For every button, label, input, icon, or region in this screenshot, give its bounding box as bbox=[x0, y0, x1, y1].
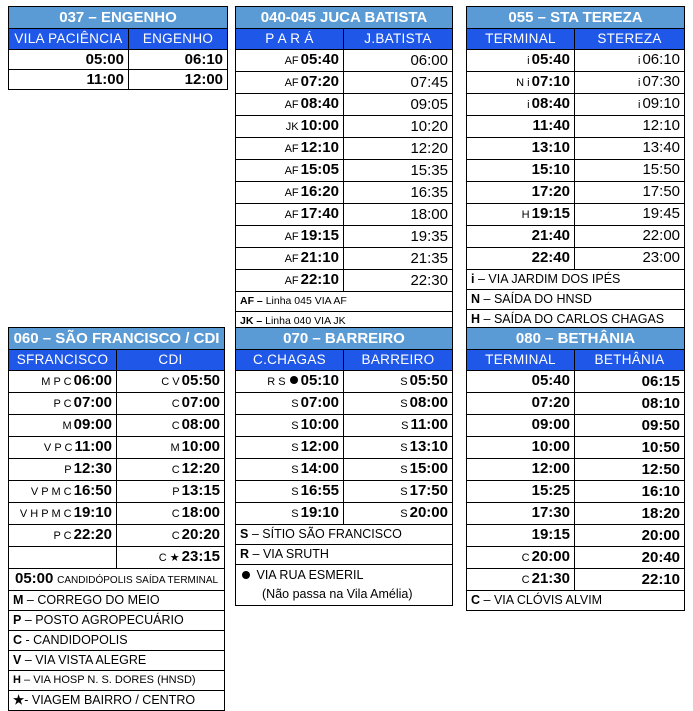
table-row bbox=[9, 459, 225, 481]
cell-text: 08:40 bbox=[531, 95, 570, 112]
cell-text: 19:15 bbox=[531, 526, 570, 543]
cell-text: 05:50 bbox=[181, 372, 221, 389]
table-row: AF 15:05 15:35 bbox=[236, 160, 453, 182]
cell-text: 07:20 bbox=[300, 73, 339, 90]
column-header: STEREZA bbox=[575, 29, 685, 50]
legend-row bbox=[467, 270, 685, 290]
column-header: BARREIRO bbox=[344, 350, 453, 371]
table-row bbox=[9, 525, 225, 547]
route-code: H bbox=[521, 209, 530, 221]
cell-text: – VIA VISTA ALEGRE bbox=[24, 653, 147, 667]
cell-text: 23:00 bbox=[642, 249, 681, 266]
table-row bbox=[236, 393, 453, 415]
cell-text: 16:50 bbox=[73, 482, 112, 499]
table-row bbox=[467, 160, 685, 182]
cell-text: 05:10 bbox=[300, 372, 339, 389]
table-row bbox=[9, 481, 225, 503]
route-code: C bbox=[171, 464, 180, 476]
star-icon: ★ bbox=[13, 693, 25, 707]
table-title: 037 – ENGENHO bbox=[9, 7, 228, 29]
column-header: ENGENHO bbox=[129, 29, 228, 50]
cell-text: 09:10 bbox=[642, 95, 681, 112]
route-code: S bbox=[400, 442, 408, 454]
column-header: P A R Á bbox=[236, 29, 344, 50]
table-row bbox=[9, 371, 225, 393]
cell-text: 21:10 bbox=[300, 249, 339, 266]
route-code: M P C bbox=[41, 376, 72, 388]
route-code: C V bbox=[161, 376, 180, 388]
cell-text: 07:20 bbox=[531, 394, 570, 411]
route-code: i bbox=[638, 55, 641, 67]
table-row bbox=[467, 204, 685, 226]
route-code: R S bbox=[267, 376, 286, 388]
route-code: C bbox=[171, 420, 180, 432]
cell-text: 17:50 bbox=[642, 183, 681, 200]
route-code: S bbox=[291, 486, 299, 498]
cell-text: 19:10 bbox=[73, 504, 112, 521]
table-title: 040-045 JUCA BATISTA bbox=[236, 7, 453, 29]
cell-text: (Não passa na Vila Amélia) bbox=[262, 587, 413, 601]
table-row bbox=[236, 481, 453, 503]
table-row bbox=[236, 437, 453, 459]
cell-text: 17:20 bbox=[531, 183, 570, 200]
route-code: V P M C bbox=[30, 486, 72, 498]
legend-row bbox=[9, 651, 225, 671]
route-code: AF bbox=[284, 77, 299, 89]
table-row: 09:00 09:50 bbox=[467, 415, 685, 437]
table-title: 070 – BARREIRO bbox=[236, 328, 453, 350]
route-code: S bbox=[291, 464, 299, 476]
table-title: 055 – STA TEREZA bbox=[467, 7, 685, 29]
cell-text: M bbox=[13, 593, 24, 607]
table-row: AF 05:40 06:00 bbox=[236, 50, 453, 72]
cell-text: 15:50 bbox=[642, 161, 681, 178]
cell-text: 19:10 bbox=[300, 504, 339, 521]
cell-text: 21:40 bbox=[531, 227, 570, 244]
cell-text: C bbox=[13, 633, 23, 647]
route-code: N i bbox=[516, 77, 530, 89]
cell-text: 22:10 bbox=[300, 271, 339, 288]
cell-text: 08:00 bbox=[181, 416, 221, 433]
cell-text: – VIA SRUTH bbox=[252, 547, 329, 561]
route-code: M bbox=[62, 420, 72, 432]
route-code: AF bbox=[284, 99, 299, 111]
route-code: S bbox=[291, 508, 299, 520]
route-code: C bbox=[171, 508, 180, 520]
route-code: P C bbox=[53, 530, 72, 542]
cell-text: 19:15 bbox=[531, 205, 570, 222]
cell-text: 23:15 bbox=[181, 548, 221, 565]
cell-text: 05:40 bbox=[531, 51, 570, 68]
legend-row bbox=[9, 691, 225, 711]
table-row: C 20:00 20:40 bbox=[467, 547, 685, 569]
route-code: i bbox=[527, 99, 530, 111]
route-code: P bbox=[172, 486, 180, 498]
cell-text: C bbox=[471, 593, 481, 607]
table-row: AF 21:10 21:35 bbox=[236, 248, 453, 270]
cell-text: 15:00 bbox=[409, 460, 448, 477]
cell-text: – VIA CLÓVIS ALVIM bbox=[483, 593, 603, 607]
cell-text: 07:00 bbox=[181, 394, 221, 411]
table-row bbox=[236, 459, 453, 481]
cell-text: 21:30 bbox=[531, 570, 570, 587]
cell-text: 06:10 bbox=[642, 51, 681, 68]
cell-text: 17:40 bbox=[300, 205, 339, 222]
table-row bbox=[9, 437, 225, 459]
table-row bbox=[467, 226, 685, 248]
cell-text: 20:20 bbox=[181, 526, 221, 543]
table-row: AF 16:20 16:35 bbox=[236, 182, 453, 204]
route-code: S bbox=[291, 398, 299, 410]
table-title: 080 – BETHÂNIA bbox=[467, 328, 685, 350]
cell-text: – SAÍDA DO HNSD bbox=[483, 292, 592, 306]
bullet-icon bbox=[290, 376, 298, 384]
legend-row bbox=[9, 631, 225, 651]
cell-text: 12:00 bbox=[300, 438, 339, 455]
cell-text: – CORREGO DO MEIO bbox=[26, 593, 160, 607]
cell-text: 08:00 bbox=[409, 394, 448, 411]
cell-text: 07:00 bbox=[300, 394, 339, 411]
table-060-sao-francisco-cdi bbox=[8, 327, 225, 711]
cell-text: – VIA JARDIM DOS IPÉS bbox=[477, 272, 621, 286]
cell-text: H bbox=[471, 312, 481, 326]
legend-row bbox=[236, 545, 453, 565]
cell-text: JK – bbox=[240, 315, 263, 327]
route-code: i bbox=[638, 99, 641, 111]
table-row: AF 19:15 19:35 bbox=[236, 226, 453, 248]
table-row bbox=[236, 371, 453, 393]
legend-row bbox=[9, 611, 225, 631]
cell-text: – POSTO AGROPECUÁRIO bbox=[24, 613, 184, 627]
cell-text: 11:00 bbox=[410, 416, 448, 433]
cell-text: – SÍTIO SÃO FRANCISCO bbox=[251, 527, 402, 541]
table-040-juca-batista bbox=[235, 6, 453, 332]
table-row bbox=[9, 415, 225, 437]
route-code: S bbox=[400, 464, 408, 476]
route-code: JK bbox=[285, 121, 299, 133]
cell-text: VIA RUA ESMERIL bbox=[256, 568, 364, 582]
cell-text: 07:30 bbox=[642, 73, 681, 90]
route-code: AF bbox=[284, 165, 299, 177]
table-row: AF 07:20 07:45 bbox=[236, 72, 453, 94]
route-code: AF bbox=[284, 187, 299, 199]
cell-text: 10:00 bbox=[181, 438, 221, 455]
cell-text: P bbox=[13, 613, 22, 627]
cell-text: S bbox=[240, 527, 249, 541]
cell-text: CANDIDÓPOLIS SAÍDA TERMINAL bbox=[57, 575, 219, 586]
route-code: AF bbox=[284, 253, 299, 265]
cell-text: 17:30 bbox=[531, 504, 570, 521]
route-code: i bbox=[527, 55, 530, 67]
cell-text: Linha 045 VIA AF bbox=[265, 295, 347, 307]
cell-text: 12:20 bbox=[181, 460, 221, 477]
cell-text: 15:10 bbox=[531, 161, 570, 178]
table-row: 12:00 12:50 bbox=[467, 459, 685, 481]
table-row bbox=[467, 248, 685, 270]
cell-text: 19:15 bbox=[300, 227, 339, 244]
cell-text: 18:00 bbox=[181, 504, 221, 521]
table-row: 15:25 16:10 bbox=[467, 481, 685, 503]
route-code: C bbox=[521, 552, 530, 564]
cell-text: 09:00 bbox=[73, 416, 112, 433]
table-037-engenho bbox=[8, 6, 228, 90]
table-055-sta-tereza bbox=[466, 6, 685, 330]
cell-text: 07:10 bbox=[531, 73, 570, 90]
table-row bbox=[467, 138, 685, 160]
cell-text: 16:20 bbox=[300, 183, 339, 200]
column-header: BETHÂNIA bbox=[575, 350, 685, 371]
cell-text: - VIAGEM BAIRRO / CENTRO bbox=[24, 693, 196, 707]
star-icon: C ★ bbox=[158, 552, 180, 564]
cell-text: 10:00 bbox=[531, 438, 570, 455]
table-row: C 21:30 22:10 bbox=[467, 569, 685, 591]
column-header: TERMINAL bbox=[467, 29, 575, 50]
cell-text: R bbox=[240, 547, 250, 561]
cell-text: 16:55 bbox=[300, 482, 339, 499]
cell-text: 12:10 bbox=[300, 139, 339, 156]
cell-text: 07:00 bbox=[73, 394, 112, 411]
table-row: AF 17:40 18:00 bbox=[236, 204, 453, 226]
table-row bbox=[9, 503, 225, 525]
cell-text: 05:40 bbox=[300, 51, 339, 68]
legend-row bbox=[467, 591, 685, 611]
column-header: TERMINAL bbox=[467, 350, 575, 371]
route-code: C bbox=[521, 574, 530, 586]
column-header: VILA PACIÊNCIA bbox=[9, 29, 129, 50]
cell-text: 05:50 bbox=[409, 372, 448, 389]
table-row bbox=[467, 50, 685, 72]
cell-text: AF – bbox=[240, 295, 263, 307]
cell-text: V bbox=[13, 653, 22, 667]
route-code: AF bbox=[284, 55, 299, 67]
table-row: JK 10:00 10:20 bbox=[236, 116, 453, 138]
table-row bbox=[467, 116, 685, 138]
legend-row bbox=[236, 565, 453, 606]
table-070-barreiro bbox=[235, 327, 453, 606]
cell-text: Linha 040 VIA JK bbox=[265, 315, 346, 327]
cell-text: 12:10 bbox=[642, 117, 681, 134]
cell-text: 14:00 bbox=[300, 460, 339, 477]
route-code: M bbox=[170, 442, 180, 454]
cell-text: - CANDIDOPOLIS bbox=[25, 633, 128, 647]
cell-text: 12:30 bbox=[73, 460, 112, 477]
route-code: C bbox=[171, 398, 180, 410]
cell-text: 13:10 bbox=[409, 438, 448, 455]
table-row: AF 08:40 09:05 bbox=[236, 94, 453, 116]
table-row bbox=[467, 94, 685, 116]
table-080-bethania bbox=[466, 327, 685, 611]
table-row: 05:00 06:10 bbox=[9, 50, 228, 70]
table-row: 07:20 08:10 bbox=[467, 393, 685, 415]
cell-text: 15:25 bbox=[531, 482, 570, 499]
cell-text: 20:00 bbox=[409, 504, 448, 521]
route-code: S bbox=[401, 420, 409, 432]
cell-text: 15:05 bbox=[300, 161, 339, 178]
cell-text: 10:00 bbox=[300, 416, 339, 433]
table-row: 10:00 10:50 bbox=[467, 437, 685, 459]
cell-text: 08:40 bbox=[300, 95, 339, 112]
cell-text: 20:00 bbox=[531, 548, 570, 565]
table-row bbox=[9, 393, 225, 415]
legend-row bbox=[236, 525, 453, 545]
table-row: 11:00 12:00 bbox=[9, 70, 228, 90]
cell-text: 22:20 bbox=[73, 526, 112, 543]
table-row bbox=[236, 503, 453, 525]
table-row: 05:40 06:15 bbox=[467, 371, 685, 393]
legend-row bbox=[9, 671, 225, 691]
table-row: 17:30 18:20 bbox=[467, 503, 685, 525]
column-header: C.CHAGAS bbox=[236, 350, 344, 371]
table-row bbox=[467, 182, 685, 204]
route-code: C bbox=[171, 530, 180, 542]
bullet-icon bbox=[242, 571, 250, 579]
column-header: CDI bbox=[117, 350, 225, 371]
column-header: J.BATISTA bbox=[344, 29, 453, 50]
route-code: S bbox=[291, 442, 299, 454]
table-row bbox=[9, 547, 225, 569]
cell-text: N bbox=[471, 292, 481, 306]
table-row: 19:15 20:00 bbox=[467, 525, 685, 547]
legend-row bbox=[9, 591, 225, 611]
cell-text: 22:00 bbox=[642, 227, 681, 244]
cell-text: 06:00 bbox=[73, 372, 112, 389]
cell-text: 13:40 bbox=[642, 139, 681, 156]
column-header: SFRANCISCO bbox=[9, 350, 117, 371]
special-departure-row bbox=[9, 569, 225, 591]
route-code: P bbox=[64, 464, 72, 476]
route-code: AF bbox=[284, 209, 299, 221]
cell-text: 12:00 bbox=[531, 460, 570, 477]
route-code: S bbox=[291, 420, 299, 432]
route-code: i bbox=[638, 77, 641, 89]
cell-text: 05:40 bbox=[531, 372, 570, 389]
cell-text: 11:00 bbox=[74, 438, 112, 455]
cell-text: – SAÍDA DO CARLOS CHAGAS bbox=[483, 312, 665, 326]
cell-text: 19:45 bbox=[642, 205, 681, 222]
route-code: S bbox=[400, 398, 408, 410]
cell-text: 05:00 bbox=[15, 570, 54, 587]
route-code: P C bbox=[53, 398, 72, 410]
route-code: AF bbox=[284, 143, 299, 155]
route-code: AF bbox=[284, 231, 299, 243]
route-code bbox=[110, 552, 112, 564]
cell-text: 11:40 bbox=[532, 117, 570, 134]
table-row: AF 22:10 22:30 bbox=[236, 270, 453, 292]
route-code: V H P M C bbox=[19, 508, 72, 520]
route-code: S bbox=[400, 486, 408, 498]
cell-text: 10:00 bbox=[300, 117, 339, 134]
cell-text: 13:15 bbox=[181, 482, 221, 499]
route-code: S bbox=[400, 376, 408, 388]
route-code: AF bbox=[284, 275, 299, 287]
route-code: S bbox=[400, 508, 408, 520]
cell-text: H bbox=[13, 674, 21, 686]
cell-text: 13:10 bbox=[531, 139, 570, 156]
legend-row bbox=[467, 290, 685, 310]
cell-text: i bbox=[471, 272, 475, 286]
cell-text: 09:00 bbox=[531, 416, 570, 433]
cell-text: 17:50 bbox=[409, 482, 448, 499]
table-title: 060 – SÃO FRANCISCO / CDI bbox=[9, 328, 225, 350]
table-row: AF 12:10 12:20 bbox=[236, 138, 453, 160]
cell-text: – VIA HOSP N. S. DORES (HNSD) bbox=[24, 674, 196, 686]
legend-row bbox=[236, 292, 453, 312]
cell-text: 22:40 bbox=[531, 249, 570, 266]
table-row bbox=[236, 415, 453, 437]
table-row bbox=[467, 72, 685, 94]
route-code: V P C bbox=[43, 442, 73, 454]
